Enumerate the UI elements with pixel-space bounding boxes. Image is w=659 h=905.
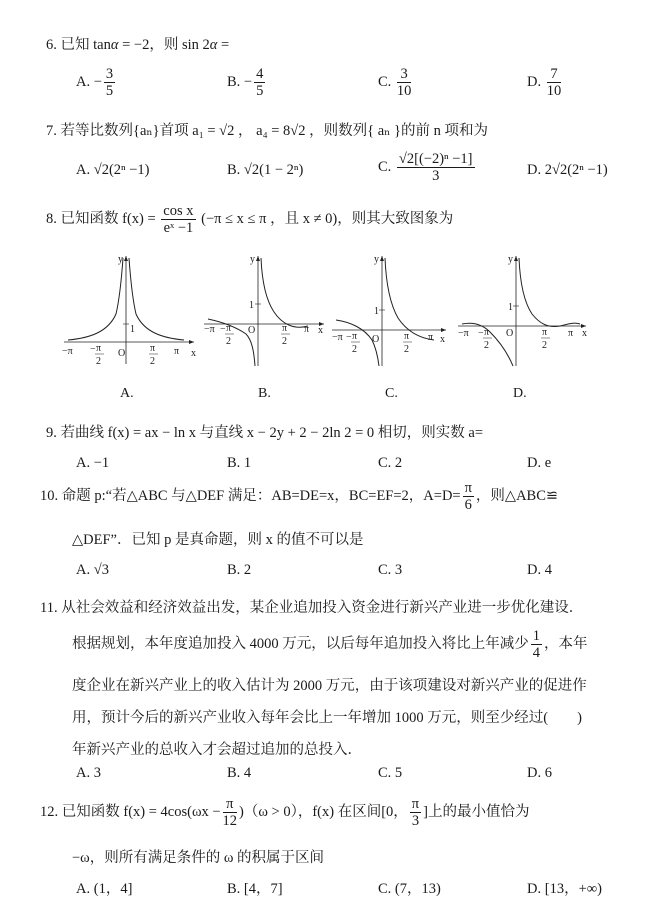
fraction-num: π [223,796,238,813]
q11-number: 11. [40,600,58,616]
option-letter: C. [378,158,392,175]
q12-option-c[interactable] [378,877,441,898]
q10-number: 10. [40,487,59,504]
axis-pihalf-num-right: π [150,343,156,354]
q7-option-d[interactable] [527,162,608,179]
fraction-den: 3 [432,168,440,184]
q9-option-d[interactable] [527,455,551,472]
q7-option-c[interactable] [378,151,477,184]
graph-d-label: D. [513,386,527,401]
q10-text-a: 命题 p:“若△ABC 与△DEF 满足：AB=DE=x，BC=EF=2，A=D= [61,487,461,504]
q10-fraction [463,480,474,513]
option-letter: C. [378,73,392,90]
fraction-den: 12 [222,813,238,829]
axis-two-right: 2 [282,336,287,347]
axis-minus-label: − [346,332,352,343]
q12-text-1a: 已知函数 f(x) = 4cos(ωx − [61,803,221,820]
option-text: e [544,455,552,471]
option-letter: B. [227,881,241,897]
axis-y-label: y [250,254,255,265]
q6-text-a: 已知 tan [60,37,111,53]
fraction-num: 7 [547,66,562,83]
q7-option-b[interactable] [227,162,303,179]
axis-origin-label: O [506,328,514,339]
q6-alpha: α [110,37,119,53]
axis-two-right: 2 [404,344,409,355]
axis-y-label: y [374,254,379,265]
axis-two-right: 2 [150,356,155,367]
q6-option-c[interactable] [378,66,413,99]
q10-option-b[interactable] [227,562,251,579]
q10-line-2: △DEF”．已知 p 是真命题，则 x 的值不可以是 [72,532,364,548]
option-letter: C. [378,765,392,781]
option-letter: B. [227,455,241,471]
q9-option-c[interactable] [378,455,402,472]
q11-option-d[interactable] [527,765,552,782]
q8-fraction [161,203,195,236]
option-letter: D. [527,162,542,178]
fraction-num: 4 [256,66,264,82]
axis-pihalf-num-right: π [282,323,288,334]
axis-y-label: y [508,254,513,265]
axis-x-label: x [191,348,196,359]
option-letter: A. [76,162,91,178]
option-text: 1 [243,455,252,471]
option-letter: D. [527,455,542,471]
fraction-den: 3 [411,813,420,829]
q10-text-b: ，则△ABC≌ [475,487,559,504]
axis-one-label: 1 [508,302,513,313]
graph-b[interactable] [202,252,330,368]
option-fraction [547,66,562,99]
axis-pihalf-num-left: π [484,327,490,338]
q7-stem [46,119,488,140]
axis-x-label: x [440,334,445,345]
q6-number: 6. [46,37,57,53]
axis-pihalf-num-left: π [96,343,102,354]
axis-pi-label: π [568,328,574,339]
axis-negpi-label: −π [458,328,469,339]
axis-pi-label: π [174,346,180,357]
option-letter: D. [527,765,542,781]
axis-x-label: x [318,325,323,336]
fraction-num: 1 [532,628,540,644]
option-letter: A. [76,73,91,90]
q7-option-a[interactable] [76,162,149,179]
axis-two-left: 2 [226,336,231,347]
option-letter: D. [527,562,542,578]
option-text: [4，7] [243,881,283,897]
q10-option-a[interactable] [76,562,109,579]
fraction-den: 5 [105,83,114,99]
option-text: 2√2(2ⁿ −1) [544,162,608,178]
option-letter: C. [378,455,392,471]
fraction-num: π [464,480,472,496]
graph-c[interactable] [330,252,450,368]
q10-option-d[interactable] [527,562,552,579]
q12-fraction-2 [410,796,421,829]
q11-line-3: 度企业在新兴产业上的收入估计为 2000 万元，由于该项建设对新兴产业的促进作 [72,678,587,694]
q9-number: 9. [46,425,57,441]
option-sign: − [93,73,102,90]
fraction-num: 3 [105,66,114,82]
q10-option-c[interactable] [378,562,402,579]
option-text: (1，4] [93,881,133,897]
option-fraction [254,66,265,99]
graph-d[interactable] [456,252,590,368]
q6-text-c: = [217,37,230,53]
option-letter: B. [227,765,241,781]
axis-minus-label: − [90,344,96,355]
axis-minus-label: − [478,328,484,339]
option-letter: A. [76,881,91,897]
axis-two-left: 2 [484,340,489,351]
q11-text-2a: 根据规划，本年度追加投入 4000 万元，以后每年追加投入将比上年减少 [72,635,529,652]
q11-line-5: 年新兴产业的总收入才会超过追加的总投入． [72,742,362,758]
fraction-num: π [411,796,420,812]
q12-line-1 [40,796,529,829]
q12-text-1b: )（ω > 0），f(x) 在区间[0， [239,803,408,820]
graph-a[interactable] [60,252,198,368]
q11-fraction [531,628,542,661]
axis-pihalf-num-right: π [404,331,410,342]
option-text: √3 [93,562,109,578]
q8-text-a: 已知函数 f(x) = [60,210,156,227]
option-fraction [397,66,412,99]
option-letter: B. [227,162,241,178]
option-text: 4 [243,765,252,781]
option-letter: D. [527,73,542,90]
q12-option-a[interactable] [76,877,132,898]
q6-option-d[interactable] [527,66,563,99]
q12-line-2: −ω，则所有满足条件的 ω 的积属于区间 [72,850,325,866]
axis-pihalf-num-right: π [542,327,548,338]
q11-text-1: 从社会效益和经济效益出发，某企业追加投入资金进行新兴产业进一步优化建设． [61,600,584,616]
axis-two-left: 2 [352,344,357,355]
option-fraction [104,66,115,99]
axis-origin-label: O [372,334,380,345]
option-text: 2 [243,562,252,578]
option-text: 3 [93,765,101,781]
option-letter: C. [378,881,392,897]
option-text: 4 [544,562,552,578]
axis-two-right: 2 [542,340,547,351]
option-letter: A. [76,765,91,781]
q11-line-2 [72,628,588,661]
axis-negpi-label: −π [62,346,73,357]
graph-c-label: C. [385,386,398,401]
axis-origin-label: O [248,325,256,336]
option-text: 3 [394,562,403,578]
q6-alpha-2: α [209,37,218,53]
q9-option-b[interactable] [227,455,251,472]
q6-text-b: = −2，则 sin 2 [118,37,210,53]
q10-line-1 [40,480,558,513]
q8-text-b: (−π ≤ x ≤ π ，且 x ≠ 0)，则其大致图象为 [201,210,454,227]
fraction-den: 6 [464,497,472,513]
fraction-den: 5 [256,83,264,99]
q9-stem [46,421,483,442]
axis-pi-label: π [304,324,310,335]
axis-minus-label: − [220,324,226,335]
option-text: √2(2ⁿ −1) [93,162,150,178]
q12-option-d[interactable] [527,877,602,898]
q11-option-c[interactable] [378,765,402,782]
axis-pihalf-num-left: π [352,331,358,342]
axis-x-label: x [582,328,587,339]
q12-fraction-1 [223,796,238,829]
option-letter: D. [527,881,542,897]
option-text: √2(1 − 2ⁿ) [243,162,304,178]
option-text: 5 [394,765,403,781]
q8-number: 8. [46,210,57,227]
option-letter: A. [76,455,91,471]
q6-stem [46,33,229,54]
axis-origin-label: O [118,348,126,359]
axis-one-label: 1 [374,306,379,317]
q9-text: 若曲线 f(x) = ax − ln x 与直线 x − 2y + 2 − 2ln 2 = 0 相切，则实数 a= [60,425,484,441]
fraction-num: 3 [397,66,412,83]
axis-pihalf-num-left: π [226,323,232,334]
fraction-num: cos x [163,203,194,219]
graph-a-label: A. [120,386,134,401]
q11-option-a[interactable] [76,765,101,782]
axis-one-label: 1 [130,324,135,335]
fraction-den: 10 [396,83,412,99]
option-text: [13，+∞) [544,881,602,897]
q11-text-2b: ，本年 [544,635,588,652]
q11-option-b[interactable] [227,765,251,782]
q12-number: 12. [40,803,59,820]
option-letter: A. [76,562,91,578]
q12-text-1c: ]上的最小值恰为 [423,803,530,820]
q7-text: 若等比数列{aₙ}首项 a₁ = √2 ， a₄ = 8√2 ，则数列{ aₙ }的前 n 项和为 [60,123,489,139]
option-sign: − [243,73,253,90]
q11-line-1 [40,596,583,617]
q7-number: 7. [46,123,57,139]
fraction-den: eˣ −1 [163,220,194,236]
q8-stem [46,203,453,236]
q11-line-4: 用，预计今后的新兴产业收入每年会比上一年增加 1000 万元，则至少经过( ) [72,710,582,726]
fraction-den: 10 [546,83,562,99]
option-fraction [397,151,475,184]
q9-option-a[interactable] [76,455,109,472]
axis-negpi-label: −π [332,332,343,343]
q6-option-a[interactable] [76,66,117,99]
fraction-num: √2[(−2)ⁿ −1] [398,151,473,167]
option-text: −1 [93,455,110,471]
option-text: 6 [544,765,552,781]
option-letter: B. [227,562,241,578]
q6-option-b[interactable] [227,66,267,99]
q12-option-b[interactable] [227,877,283,898]
axis-one-label: 1 [249,300,254,311]
axis-two-left: 2 [96,356,101,367]
graph-b-label: B. [258,386,271,401]
axis-y-label: y [118,254,123,265]
fraction-den: 4 [532,645,540,661]
option-text: 2 [394,455,403,471]
axis-pi-label: π [428,332,434,343]
option-letter: B. [227,73,241,90]
option-text: (7，13) [394,881,441,897]
axis-negpi-label: −π [204,324,215,335]
option-letter: C. [378,562,392,578]
